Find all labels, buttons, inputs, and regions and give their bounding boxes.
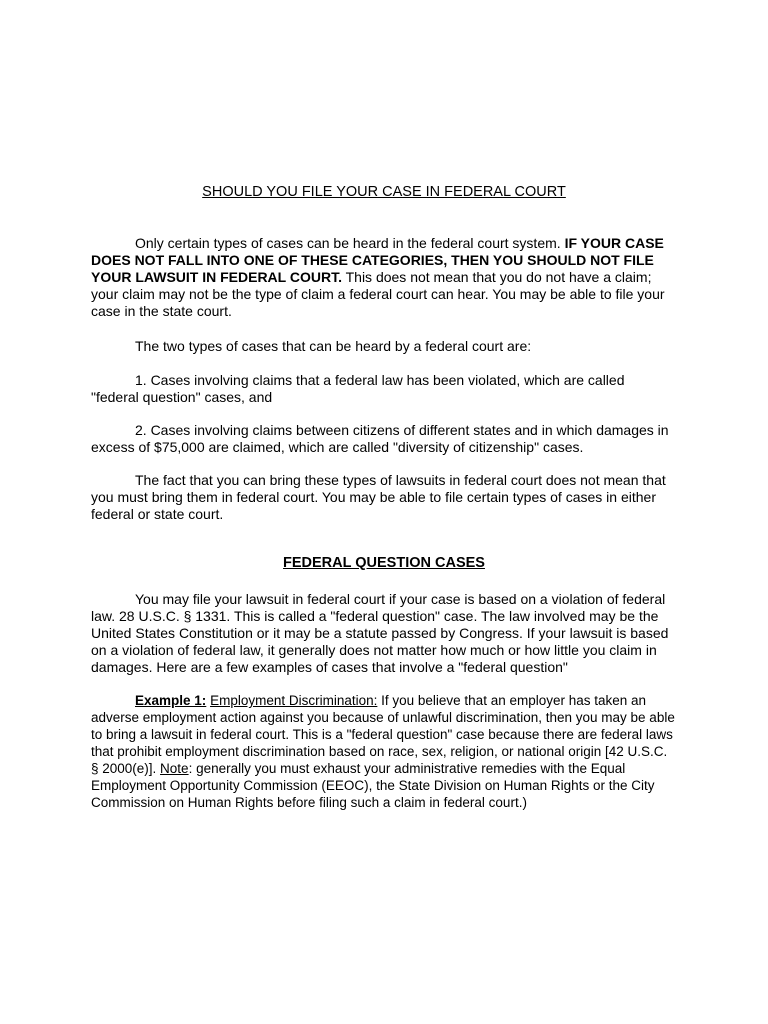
intro-paragraph [91, 235, 676, 320]
example-1-paragraph [91, 692, 676, 811]
two-types-text: The two types of cases that can be heard by a federal court are: [135, 338, 532, 354]
item-1-text: 1. Cases involving claims that a federal law has been violated, which are called "federal question" cases, and [91, 372, 625, 405]
intro-warning: IF YOUR CASE DOES NOT FALL INTO ONE OF THESE CATEGORIES, THEN YOU SHOULD NOT FILE YOUR LAWSUIT IN FEDERAL COURT. [91, 235, 664, 285]
document-title: SHOULD YOU FILE YOUR CASE IN FEDERAL COURT [202, 184, 566, 200]
section-heading-federal-question: FEDERAL QUESTION CASES [283, 555, 485, 571]
federal-question-paragraph [91, 591, 676, 676]
intro-text-2: This does not mean that you do not have a claim; your claim may not be the type of claim a federal court can hear. You may be able to file your case in the state court. [91, 269, 665, 319]
intro-text-1: Only certain types of cases can be heard in the federal court system. [135, 235, 565, 251]
item-2-paragraph [91, 422, 676, 456]
two-types-paragraph [91, 338, 676, 355]
fact-paragraph [91, 472, 676, 523]
example-1-note-text: : generally you must exhaust your administrative remedies with the Equal Employment Opportunity Commission (EEOC), the State Division on Human Rights or the City Commission on Human Rights before filing such a claim in federal court.) [91, 761, 655, 810]
example-1-topic: Employment Discrimination: [210, 693, 378, 708]
example-1-text: If you believe that an employer has taken an adverse employment action against you because of unlawful discrimination, then you may be able to bring a lawsuit in federal court. This is a "federal question" case because there are federal laws that prohibit employment discrimination based on race, sex, religion, or national origin [42 U.S.C. § 2000(e)]. [91, 693, 675, 776]
federal-question-text: You may file your lawsuit in federal court if your case is based on a violation of federal law. 28 U.S.C. § 1331. This is called a "federal question" case. The law involved may be the United States Constitution or it may be a statute passed by Congress. If your lawsuit is based on a violation of federal law, it generally does not matter how much or how little you claim in damages. Here are a few examples of cases that involve a "federal question" [91, 591, 669, 675]
example-1-note-label: Note [160, 761, 189, 776]
item-1-paragraph [91, 372, 676, 406]
fact-text: The fact that you can bring these types of lawsuits in federal court does not mean that you must bring them in federal court. You may be able to file certain types of cases in either federal or state court. [91, 472, 666, 522]
example-1-label: Example 1: [135, 693, 207, 708]
item-2-text: 2. Cases involving claims between citizens of different states and in which damages in excess of $75,000 are claimed, which are called "diversity of citizenship" cases. [91, 422, 669, 455]
